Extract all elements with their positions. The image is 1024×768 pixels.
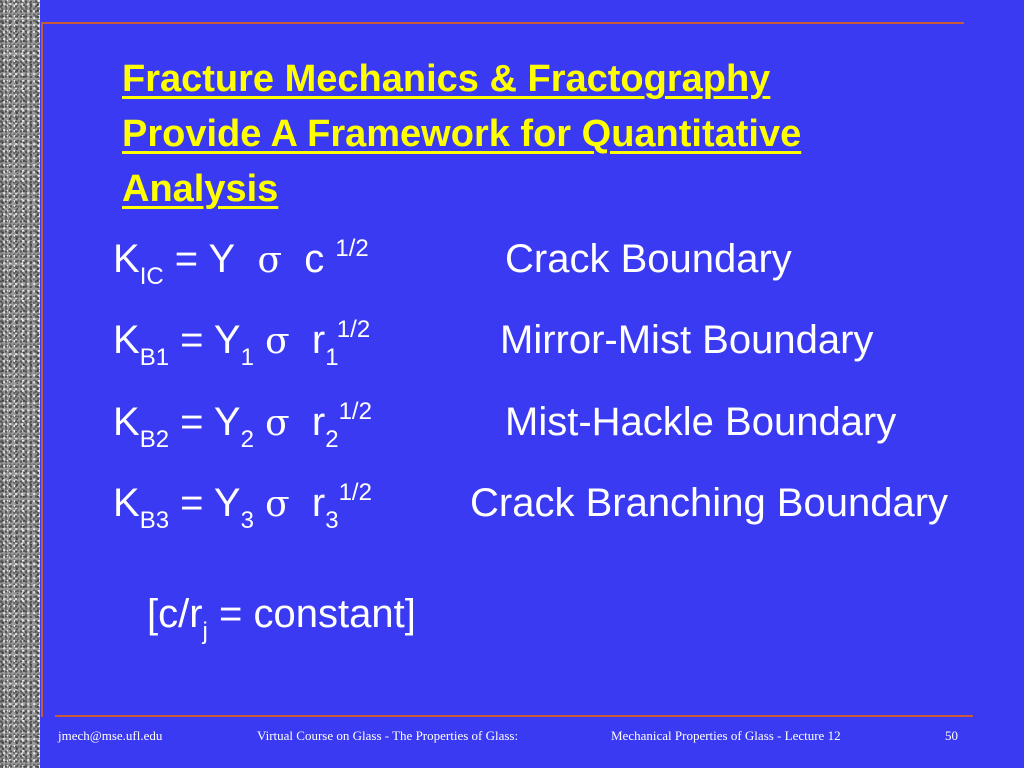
equation-mist-hackle: $K_{B2} = Y_2$ σ $r_2^{1/2}$	[113, 398, 372, 453]
equation-mirror-mist: $K_{B1} = Y_1$ σ $r_1^{1/2}$	[113, 316, 371, 371]
desc-mirror-mist-boundary: Mirror-Mist Boundary	[500, 318, 874, 362]
bottom-rule	[55, 715, 973, 717]
footer-email: jmech@mse.ufl.edu	[58, 728, 163, 743]
desc-mist-hackle-boundary: Mist-Hackle Boundary	[505, 400, 897, 444]
slide-title	[122, 52, 982, 217]
footer-page-number: 50	[945, 728, 958, 743]
footer-course: Virtual Course on Glass - The Properties of Glass:	[257, 728, 519, 743]
footer-lecture: Mechanical Properties of Glass - Lecture 12	[611, 728, 841, 743]
title-line-1: Fracture Mechanics & Fractography	[122, 58, 771, 100]
sigma-symbol: σ	[265, 321, 290, 362]
desc-crack-branching-boundary: Crack Branching Boundary	[470, 481, 949, 525]
desc-crack-boundary: Crack Boundary	[505, 237, 792, 281]
sigma-symbol: σ	[265, 403, 290, 444]
sigma-symbol: σ	[257, 240, 283, 281]
equation-crack: $K_{IC} = Y$ σ c $^{1/2}$	[113, 235, 369, 290]
title-line-2: Provide A Framework for Quantitative	[122, 113, 802, 155]
stone-texture-sidebar	[0, 0, 40, 768]
equation-crack-branching: $K_{B3} = Y_3$ σ $r_3^{1/2}$	[113, 479, 372, 534]
title-line-3: Analysis	[122, 168, 279, 210]
top-rule	[41, 22, 964, 24]
sigma-symbol: σ	[265, 484, 290, 525]
vertical-rule	[41, 22, 43, 717]
constant-relation: [$c/r_j$ = constant]	[147, 592, 416, 645]
